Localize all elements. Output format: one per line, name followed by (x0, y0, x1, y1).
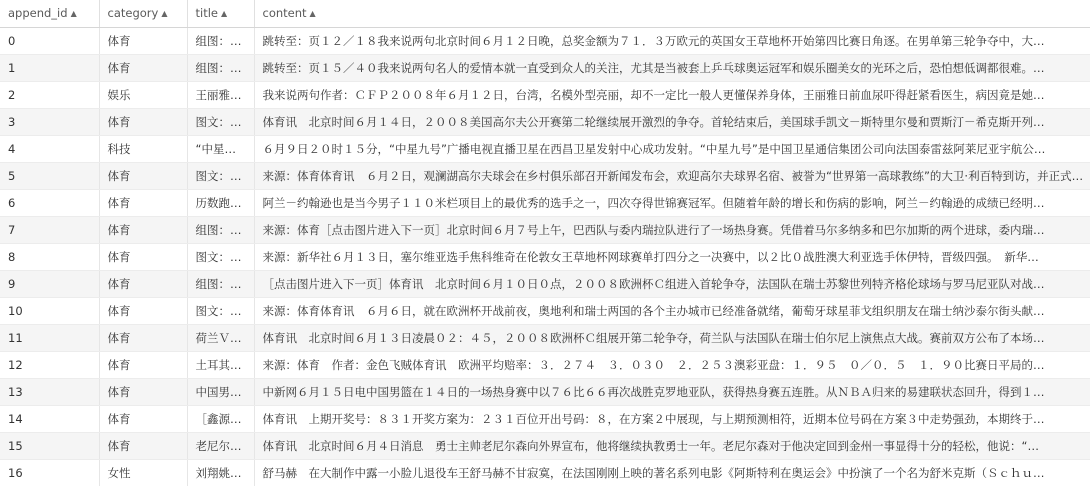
cell-category[interactable]: 体育 (99, 162, 187, 189)
cell-content[interactable]: 体育讯 上期开奖号：８３１开奖方案为：２３１百位开出号码：８，在方案２中展现，与上期预测相符，近期本位号码在方案３中走势强劲，本期终于… (254, 405, 1090, 432)
cell-title[interactable]: 组图：… (187, 216, 254, 243)
cell-append-id[interactable]: 3 (0, 108, 99, 135)
cell-content[interactable]: 来源：新华社６月１３日，塞尔维亚选手焦科维奇在伦敦女王草地杯网球赛单打四分之一决赛中，以２比０战胜澳大利亚选手休伊特，晋级四强。 新华… (254, 243, 1090, 270)
sort-up-icon[interactable]: ▲ (161, 9, 168, 19)
cell-append-id[interactable]: 14 (0, 405, 99, 432)
column-header-title[interactable] (187, 0, 254, 27)
cell-category[interactable]: 体育 (99, 297, 187, 324)
cell-append-id[interactable]: 8 (0, 243, 99, 270)
cell-content[interactable]: ［点击图片进入下一页］体育讯 北京时间６月１０日０点，２００８欧洲杯Ｃ组进入首轮争夺，法国队在瑞士苏黎世列特齐格伦球场与罗马尼亚队对战… (254, 270, 1090, 297)
cell-title[interactable]: 图文：… (187, 108, 254, 135)
cell-category[interactable]: 体育 (99, 54, 187, 81)
table-row[interactable] (0, 243, 1090, 270)
column-header-label: category (107, 6, 159, 21)
sort-up-icon[interactable]: ▲ (220, 9, 228, 19)
cell-category[interactable]: 体育 (99, 189, 187, 216)
table-body (0, 27, 1090, 486)
cell-content[interactable]: 中新网６月１５日电中国男篮在１４日的一场热身赛中以７６比６６再次战胜克罗地亚队，获得热身赛五连胜。从ＮＢＡ归来的易建联状态回升，得到１… (254, 378, 1090, 405)
table-row[interactable] (0, 297, 1090, 324)
table-row[interactable] (0, 324, 1090, 351)
cell-content[interactable]: 舒马赫 在大制作中露一小脸儿退役车王舒马赫不甘寂寞，在法国刚刚上映的著名系列电影《阿斯特利在奥运会》中扮演了一个名为舒米克斯（Ｓｃｈｕ… (254, 459, 1090, 486)
cell-title[interactable]: 组图：… (187, 270, 254, 297)
cell-category[interactable]: 娱乐 (99, 81, 187, 108)
cell-title[interactable]: 王丽雅… (187, 81, 254, 108)
table-row[interactable] (0, 108, 1090, 135)
cell-title[interactable]: ［鑫源… (187, 405, 254, 432)
table-row[interactable] (0, 432, 1090, 459)
cell-content[interactable]: 来源：体育 作者：金色飞贼体育讯 欧洲平均赔率：３．２７４ ３．０３０ ２．２５３澳彩亚盘：１．９５ ０／０．５ １．９０比赛日平局的… (254, 351, 1090, 378)
cell-title[interactable]: 老尼尔… (187, 432, 254, 459)
cell-content[interactable]: 阿兰－约翰逊也是当今男子１１０米栏项目上的最优秀的选手之一，四次夺得世锦赛冠军。但随着年龄的增长和伤病的影响，阿兰－约翰逊的成绩已经明… (254, 189, 1090, 216)
cell-content[interactable]: 体育讯 北京时间６月１４日，２００８美国高尔夫公开赛第二轮继续展开激烈的争夺。首轮结束后，美国球手凯文－斯特里尔曼和贾斯汀－希克斯开列… (254, 108, 1090, 135)
cell-content[interactable]: 我来说两句作者：ＣＦＰ２００８年６月１２日，台湾，名模外型亮丽，却不一定比一般人更懂保养身体，王丽雅日前血尿吓得赶紧看医生，病因竟是她… (254, 81, 1090, 108)
cell-title[interactable]: “中星… (187, 135, 254, 162)
cell-append-id[interactable]: 9 (0, 270, 99, 297)
cell-title[interactable]: 组图：… (187, 27, 254, 54)
column-header-label: title (195, 6, 218, 21)
cell-category[interactable]: 体育 (99, 243, 187, 270)
cell-title[interactable]: 图文：… (187, 162, 254, 189)
cell-content[interactable]: ６月９日２０时１５分，“中星九号”广播电视直播卫星在西昌卫星发射中心成功发射。“中星九号”是中国卫星通信集团公司向法国泰雷兹阿莱尼亚宇航公… (254, 135, 1090, 162)
cell-title[interactable]: 组图：… (187, 54, 254, 81)
cell-category[interactable]: 体育 (99, 216, 187, 243)
cell-title[interactable]: 荷兰Ｖ… (187, 324, 254, 351)
cell-content[interactable]: 来源：体育［点击图片进入下一页］北京时间６月７号上午，巴西队与委内瑞拉队进行了一场热身赛。凭借着马尔多纳多和巴尔加斯的两个进球，委内瑞… (254, 216, 1090, 243)
cell-append-id[interactable]: 10 (0, 297, 99, 324)
table-row[interactable] (0, 378, 1090, 405)
cell-category[interactable]: 体育 (99, 378, 187, 405)
cell-append-id[interactable]: 16 (0, 459, 99, 486)
cell-title[interactable]: 图文：… (187, 297, 254, 324)
column-header-label: append_id (8, 6, 68, 21)
cell-append-id[interactable]: 4 (0, 135, 99, 162)
column-header-category[interactable] (99, 0, 187, 27)
cell-content[interactable]: 跳转至：页１２／１８我来说两句北京时间６月１２日晚，总奖金额为７１．３万欧元的英国女王草地杯开始第四比赛日角逐。在男单第三轮争夺中，大… (254, 27, 1090, 54)
sort-up-icon[interactable]: ▲ (309, 9, 316, 19)
column-header-append-id[interactable] (0, 0, 99, 27)
table-row[interactable] (0, 27, 1090, 54)
cell-category[interactable]: 体育 (99, 108, 187, 135)
cell-category[interactable]: 体育 (99, 405, 187, 432)
cell-title[interactable]: 图文：… (187, 243, 254, 270)
cell-title[interactable]: 历数跑… (187, 189, 254, 216)
cell-append-id[interactable]: 13 (0, 378, 99, 405)
table-row[interactable] (0, 270, 1090, 297)
cell-category[interactable]: 体育 (99, 270, 187, 297)
cell-category[interactable]: 体育 (99, 324, 187, 351)
cell-title[interactable]: 中国男… (187, 378, 254, 405)
cell-append-id[interactable]: 12 (0, 351, 99, 378)
cell-content[interactable]: 来源：体育体育讯 ６月６日，就在欧洲杯开战前夜，奥地利和瑞士两国的各个主办城市已经准备就绪，葡萄牙球星菲戈组织朋友在瑞士纳沙泰尔街头献… (254, 297, 1090, 324)
cell-append-id[interactable]: 6 (0, 189, 99, 216)
cell-category[interactable]: 体育 (99, 432, 187, 459)
table-row[interactable] (0, 54, 1090, 81)
table-row[interactable] (0, 189, 1090, 216)
table-row[interactable] (0, 459, 1090, 486)
cell-category[interactable]: 体育 (99, 351, 187, 378)
table-header (0, 0, 1090, 27)
cell-title[interactable]: 刘翔姚… (187, 459, 254, 486)
table-row[interactable] (0, 81, 1090, 108)
header-row (0, 0, 1090, 27)
sort-up-icon[interactable]: ▲ (70, 9, 77, 19)
table-row[interactable] (0, 162, 1090, 189)
cell-category[interactable]: 女性 (99, 459, 187, 486)
table-row[interactable] (0, 135, 1090, 162)
cell-append-id[interactable]: 2 (0, 81, 99, 108)
cell-append-id[interactable]: 0 (0, 27, 99, 54)
cell-append-id[interactable]: 7 (0, 216, 99, 243)
cell-append-id[interactable]: 1 (0, 54, 99, 81)
cell-content[interactable]: 来源：体育体育讯 ６月２日，观澜湖高尔夫球会在乡村俱乐部召开新闻发布会，欢迎高尔夫球界名宿、被誉为“世界第一高球教练”的大卫·利百特到访，并正式… (254, 162, 1090, 189)
cell-append-id[interactable]: 5 (0, 162, 99, 189)
cell-content[interactable]: 跳转至：页１５／４０我来说两句名人的爱情本就一直受到众人的关注，尤其是当被套上乒乓球奥运冠军和娱乐圈美女的光环之后，恐怕想低调都很难。… (254, 54, 1090, 81)
table-row[interactable] (0, 351, 1090, 378)
cell-category[interactable]: 体育 (99, 27, 187, 54)
vertical-scrollbar[interactable] (1083, 27, 1090, 486)
table-row[interactable] (0, 216, 1090, 243)
cell-content[interactable]: 体育讯 北京时间６月４日消息 勇士主帅老尼尔森向外界宣布，他将继续执教勇士一年。老尼尔森对于他决定回到金州一事显得十分的轻松，他说：“… (254, 432, 1090, 459)
cell-append-id[interactable]: 11 (0, 324, 99, 351)
column-header-content[interactable] (254, 0, 1090, 27)
cell-append-id[interactable]: 15 (0, 432, 99, 459)
column-header-label: content (262, 6, 307, 21)
cell-category[interactable]: 科技 (99, 135, 187, 162)
cell-title[interactable]: 土耳其… (187, 351, 254, 378)
table-row[interactable] (0, 405, 1090, 432)
cell-content[interactable]: 体育讯 北京时间６月１３日凌晨０２：４５，２００８欧洲杯Ｃ组展开第二轮争夺，荷兰队与法国队在瑞士伯尔尼上演焦点大战。赛前双方公布了本场… (254, 324, 1090, 351)
